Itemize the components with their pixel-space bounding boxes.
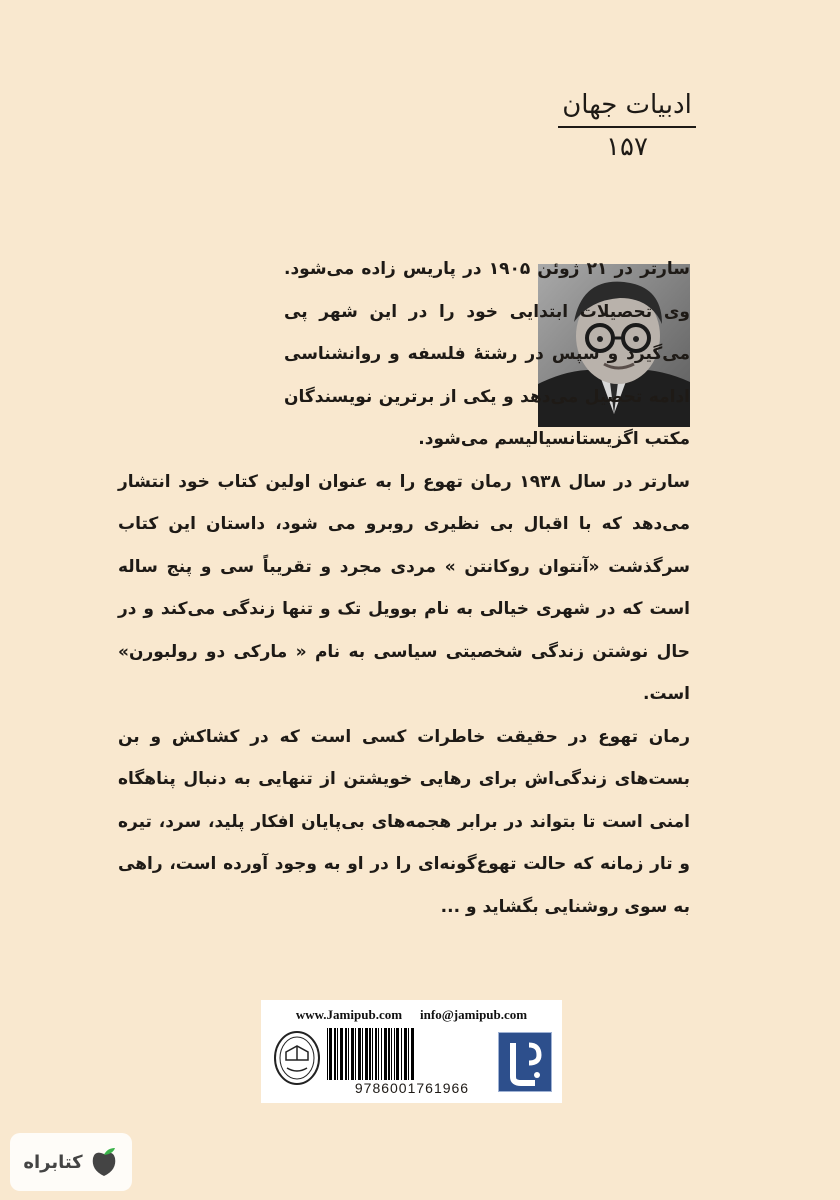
leaf-icon	[89, 1146, 119, 1178]
barcode-bar	[348, 1028, 349, 1080]
barcode-bar	[384, 1028, 387, 1080]
isbn-number: 9786001761966	[337, 1080, 487, 1096]
barcode-bar	[381, 1028, 382, 1080]
barcode-bar	[329, 1028, 332, 1080]
barcode-bar	[372, 1028, 373, 1080]
barcode-bar	[396, 1028, 399, 1080]
barcode-bar	[411, 1028, 414, 1080]
barcode-bar	[394, 1028, 395, 1080]
barcode-bar	[351, 1028, 354, 1080]
paragraph-biography: سارتر در ۲۱ ژوئن ۱۹۰۵ در پاریس زاده می‌شود. وی تحصیلات ابتدایی خود را در این شهر پی می‌گیرد و سپس در رشتهٔ فلسفه و روانشناسی ادامه تحصیل می‌دهد و یکی از برترین نویسندگان مکتب اگزیستانسیالیسم می‌شود.	[284, 259, 691, 449]
watermark-badge	[10, 1133, 132, 1191]
publisher-contacts	[261, 1007, 562, 1023]
paragraph-plot: سارتر در سال ۱۹۳۸ رمان تهوع را به عنوان اولین کتاب خود انتشار می‌دهد که با اقبال بی نظیری روبرو می شود، داستان این کتاب سرگذشت «آنتوان روکانتن » مردی مجرد و تقریباً سی و پنج ساله است که در شهری خیالی به نام بوویل تک و تنها زندگی می‌کند و در حال نوشتن زندگی شخصیتی سیاسی به نام « مارکی دو رولبورن» است.	[118, 471, 690, 704]
barcode-bar	[340, 1028, 343, 1080]
barcode-bar	[362, 1028, 363, 1080]
paragraph-theme: رمان تهوع در حقیقت خاطرات کسی است که در کشاکش و بن بست‌های زندگی‌اش برای رهایی خویشتن از تنهایی به دنبال پناهگاه امنی است تا بتواند در برابر هجمه‌های بی‌پایان افکار پلید، سرد، تیره و تار زمانه که حالت تهوع‌گونه‌ای را در او به وجود آورده است، راهی به سوی روشنایی بگشاید و ...	[118, 726, 690, 917]
barcode-bar	[404, 1028, 407, 1080]
barcode-bar	[355, 1028, 356, 1080]
publisher-seal-icon	[273, 1030, 321, 1086]
barcode-bar	[369, 1028, 371, 1080]
barcode-bar	[401, 1028, 402, 1080]
barcode-bar	[391, 1028, 392, 1080]
barcode-bar	[327, 1028, 328, 1080]
barcode-bar	[408, 1028, 409, 1080]
barcode-bar	[365, 1028, 368, 1080]
barcode-bar	[358, 1028, 361, 1080]
barcode-bar	[378, 1028, 379, 1080]
publisher-website[interactable]: www.Jamipub.com	[295, 1007, 403, 1022]
publisher-logo-icon	[498, 1032, 552, 1092]
portrait-wrap-spacer	[118, 248, 284, 423]
series-name: ادبیات جهان	[562, 90, 692, 120]
book-description	[118, 248, 690, 928]
barcode-bar	[345, 1028, 347, 1080]
publisher-info-box	[261, 1000, 562, 1103]
barcode-bar	[334, 1028, 336, 1080]
watermark-text: کتابراه	[23, 1151, 83, 1173]
series-number: ۱۵۷	[606, 132, 648, 162]
series-label	[552, 90, 702, 162]
barcode-bar	[337, 1028, 338, 1080]
publisher-email[interactable]: info@jamipub.com	[420, 1007, 528, 1022]
barcode-bar	[388, 1028, 390, 1080]
barcode-bar	[375, 1028, 377, 1080]
